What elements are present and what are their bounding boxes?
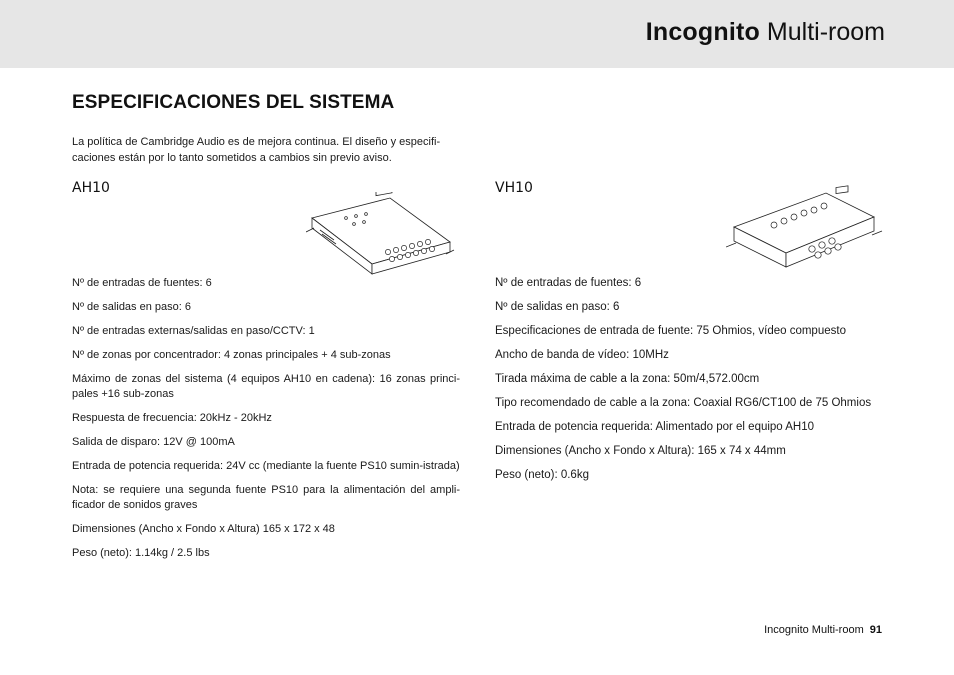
vh10-spec-item: Dimensiones (Ancho x Fondo x Altura): 165 x 74 x 44mm bbox=[495, 445, 786, 457]
ah10-spec-item: Peso (neto): 1.14kg / 2.5 lbs bbox=[72, 547, 210, 559]
ah10-spec-item: Salida de disparo: 12V @ 100mA bbox=[72, 436, 235, 448]
page-footer bbox=[764, 624, 882, 636]
ah10-spec-item: Dimensiones (Ancho x Fondo x Altura) 165 x 172 x 48 bbox=[72, 523, 335, 535]
header-suffix: Multi-room bbox=[759, 18, 885, 46]
header-brand: Incognito bbox=[645, 18, 760, 46]
vh10-title: VH10 bbox=[495, 180, 533, 196]
vh10-spec-item: Tipo recomendado de cable a la zona: Coaxial RG6/CT100 de 75 Ohmios bbox=[495, 397, 872, 409]
header-title bbox=[646, 18, 885, 47]
vh10-spec-item: Peso (neto): 0.6kg bbox=[495, 469, 589, 481]
ah10-spec-item: Nota: se requiere una segunda fuente PS10 para la alimentación del ampli-ficador de sonidos graves bbox=[72, 484, 460, 511]
footer-label: Incognito Multi-room bbox=[764, 624, 864, 636]
ah10-spec-item: Respuesta de frecuencia: 20kHz - 20kHz bbox=[72, 412, 272, 424]
ah10-spec-item: Entrada de potencia requerida: 24V cc (mediante la fuente PS10 sumin-istrada) bbox=[72, 460, 460, 472]
ah10-title: AH10 bbox=[72, 180, 110, 196]
ah10-spec-item: Nº de entradas de fuentes: 6 bbox=[72, 277, 212, 289]
ah10-spec-item: Nº de salidas en paso: 6 bbox=[72, 301, 191, 313]
vh10-spec-item: Especificaciones de entrada de fuente: 75 Ohmios, vídeo compuesto bbox=[495, 325, 846, 337]
vh10-spec-item: Ancho de banda de vídeo: 10MHz bbox=[495, 349, 669, 361]
vh10-device-drawing-icon bbox=[726, 183, 886, 275]
ah10-spec-item: Nº de zonas por concentrador: 4 zonas principales + 4 sub-zonas bbox=[72, 349, 391, 361]
intro-paragraph: La política de Cambridge Audio es de mejora continua. El diseño y especifi-caciones están por lo tanto sometidos a cambios sin previo aviso. bbox=[72, 136, 441, 164]
ah10-spec-list bbox=[72, 276, 460, 570]
vh10-spec-item: Nº de entradas de fuentes: 6 bbox=[495, 277, 642, 289]
ah10-spec-item: Nº de entradas externas/salidas en paso/CCTV: 1 bbox=[72, 325, 315, 337]
vh10-spec-item: Entrada de potencia requerida: Alimentado por el equipo AH10 bbox=[495, 421, 815, 433]
ah10-spec-item: Máximo de zonas del sistema (4 equipos AH10 en cadena): 16 zonas princi-pales +16 sub-zonas bbox=[72, 373, 460, 400]
page-title: ESPECIFICACIONES DEL SISTEMA bbox=[72, 92, 395, 113]
vh10-spec-list bbox=[495, 276, 881, 492]
vh10-spec-item: Tirada máxima de cable a la zona: 50m/4,572.00cm bbox=[495, 373, 760, 385]
vh10-spec-item: Nº de salidas en paso: 6 bbox=[495, 301, 620, 313]
page-number: 91 bbox=[869, 624, 882, 636]
ah10-device-drawing-icon bbox=[306, 192, 456, 280]
